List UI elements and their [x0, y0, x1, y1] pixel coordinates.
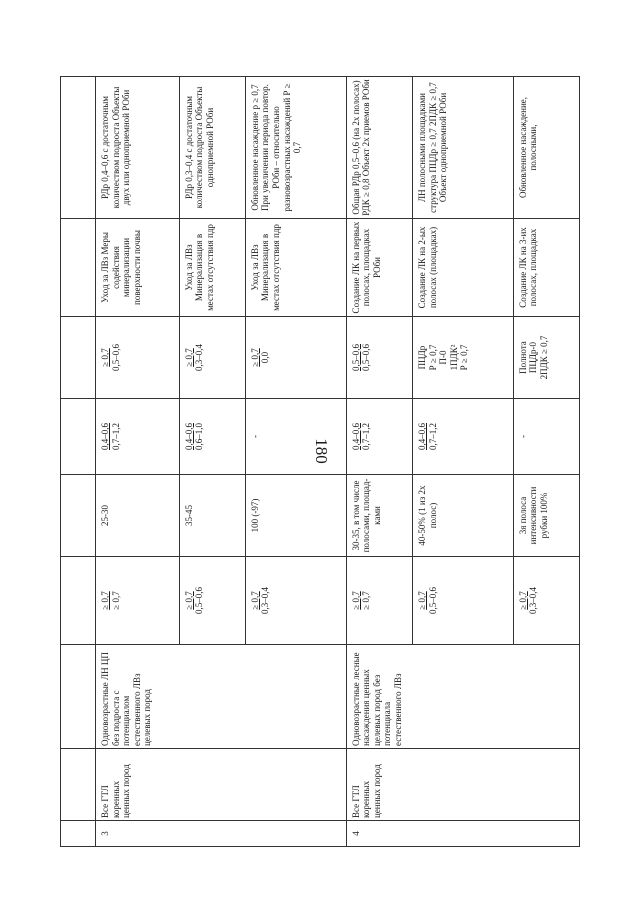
ratio-cell-line: - [249, 435, 260, 438]
header-cell [61, 557, 96, 645]
intensity-cell: 35-45 [179, 475, 245, 557]
result-density-cell-line: 0,5–0,6 [350, 344, 361, 371]
stand-type-cell: Одновозрастные ЛН ЦП без подроста с потенциалом естественного ЛВз целевых пород [96, 645, 347, 749]
intensity-cell: 3я полоса интенсивности рубки 100% [513, 475, 579, 557]
document-table [60, 76, 580, 847]
ratio-cell [513, 399, 579, 475]
density-cell [245, 557, 346, 645]
header-cell [61, 399, 96, 475]
measures-cell: Создание ЛК на первых полосах, площадках РОби [346, 219, 412, 317]
density-cell [412, 557, 513, 645]
table-body [61, 77, 580, 847]
ratio-cell-line: 0,7–1,2 [361, 423, 372, 450]
density-cell [96, 557, 180, 645]
table-header-row [61, 77, 96, 847]
measures-cell: Создание ЛК на 3-их полосах, площадках [513, 219, 579, 317]
header-cell [61, 219, 96, 317]
density-cell-line: 0,3–0,4 [528, 587, 539, 614]
density-cell [179, 557, 245, 645]
result-density-cell-line: Р ≥ 0,7 [427, 344, 438, 371]
ratio-cell [346, 399, 412, 475]
density-cell-line: ≥ 0,7 [183, 591, 194, 610]
intensity-cell: 25-30 [96, 475, 180, 557]
outcome-cell: Обновленное насаждение, полосными, [513, 77, 579, 219]
result-density-cell-line: ПЦДр [416, 345, 427, 370]
result-density-cell [346, 317, 412, 399]
outcome-cell: Общая РДр 0,5–0,6 (на 2х полосах) РДК ≥ 0,8 Объект 2х приемов РОби [346, 77, 412, 219]
species-group-cell: Все ГТЛ коренных ценных пород [96, 749, 347, 821]
density-cell-line: ≥ 0,7 [517, 591, 528, 610]
ratio-cell [96, 399, 180, 475]
header-cell [61, 749, 96, 821]
measures-cell: Уход за ЛВз Минерализация в местах отсутствия пдр [179, 219, 245, 317]
result-density-cell-line: 0,5–0,6 [361, 344, 372, 371]
ratio-cell-line: 0,6–1,0 [194, 423, 205, 450]
intensity-cell: 30-35, в том числе полосами, площад-ками [346, 475, 412, 557]
density-cell-line: 0,5–0,6 [194, 587, 205, 614]
ratio-cell-line: 0,4–0,6 [100, 423, 110, 450]
page-number: 180 [312, 438, 331, 464]
header-cell [61, 317, 96, 399]
header-cell [61, 821, 96, 847]
row-number-cell: 3 [96, 821, 347, 847]
density-cell-line: ≥ 0,7 [416, 591, 427, 610]
density-cell [346, 557, 412, 645]
density-cell-line: ≥ 0,7 [100, 591, 110, 610]
header-cell [61, 645, 96, 749]
table-row [346, 77, 412, 847]
density-cell-line: ≥ 0,7 [350, 591, 361, 610]
stand-type-cell: Одновозрастные лесные насаждения ценных целевых пород без потенциала естественного ЛВз [346, 645, 579, 749]
intensity-cell: 100 (-97) [245, 475, 346, 557]
header-cell [61, 475, 96, 557]
ratio-cell-line: - [517, 435, 528, 438]
result-density-cell [96, 317, 180, 399]
density-cell-line: ≥ 0,7 [249, 591, 260, 610]
ratio-cell [245, 399, 346, 475]
measures-cell: Уход за ЛВз Меры содействия минерализации поверхности почвы [96, 219, 180, 317]
measures-cell: Создание ЛК на 2-ых полосах (площадках) [412, 219, 513, 317]
result-density-cell-line: ≥ 0,7 [100, 348, 110, 367]
ratio-cell [412, 399, 513, 475]
ratio-cell-line: 0,4–0,6 [416, 423, 427, 450]
result-density-cell-line: Полнота [517, 341, 528, 374]
measures-cell: Уход за ЛВз Минерализация в местах отсутствия пдр [245, 219, 346, 317]
result-density-cell-line: ПЦДр-0 [528, 341, 539, 374]
result-density-cell-line: 0,3–0,4 [194, 344, 205, 371]
result-density-cell [179, 317, 245, 399]
result-density-cell-line: 0,5–0,6 [110, 344, 121, 371]
result-density-cell-line: 1ПДК² [448, 344, 459, 371]
result-density-cell-line: 2ПДК ≥ 0,7 [538, 335, 549, 380]
rotated-table-wrapper [60, 77, 580, 847]
result-density-cell-line: ≥ 0,7 [249, 348, 260, 367]
outcome-cell: Обновленное насаждение р ≥ 0,7 При увеличении периода повтор. РОби – относительно разновозрастных насаждений Р ≥ 0,7 [245, 77, 346, 219]
outcome-cell: РДр 0,4–0,6 с достаточным количеством подроста Объекты двух или одноприемной РОби [96, 77, 180, 219]
row-number-cell: 4 [346, 821, 579, 847]
ratio-cell-line: 0,4–0,6 [350, 423, 361, 450]
table-row [96, 77, 180, 847]
ratio-cell-line: 0,4–0,6 [183, 423, 194, 450]
density-cell-line: ≥ 0,7 [361, 591, 372, 610]
species-group-cell: Все ГТЛ коренных ценных пород [346, 749, 579, 821]
result-density-cell [513, 317, 579, 399]
result-density-cell-line: ≥ 0,7 [183, 348, 194, 367]
outcome-cell: ЛН полосными площадками структура ПЦДр ≥ 0,7 2ПДК ≥ 0,7 Объект одноприемной РОби [412, 77, 513, 219]
density-cell-line: 0,5–0,6 [427, 587, 438, 614]
result-density-cell-line: П-0 [438, 350, 449, 365]
density-cell [513, 557, 579, 645]
density-cell-line: ≥ 0,7 [110, 591, 121, 610]
result-density-cell-line: Р ≥ 0,7 [459, 344, 470, 371]
ratio-cell [179, 399, 245, 475]
result-density-cell [412, 317, 513, 399]
intensity-cell: 40-50% (1 из 2х полос) [412, 475, 513, 557]
density-cell-line: 0,3–0,4 [260, 587, 271, 614]
ratio-cell-line: 0,7–1,2 [427, 423, 438, 450]
result-density-cell [245, 317, 346, 399]
outcome-cell: РДр 0,3–0,4 с достаточным количеством подроста Объекты одноприемной РОби [179, 77, 245, 219]
ratio-cell-line: 0,7–1,2 [110, 423, 121, 450]
result-density-cell-line: 0,0 [260, 351, 271, 364]
header-cell [61, 77, 96, 219]
